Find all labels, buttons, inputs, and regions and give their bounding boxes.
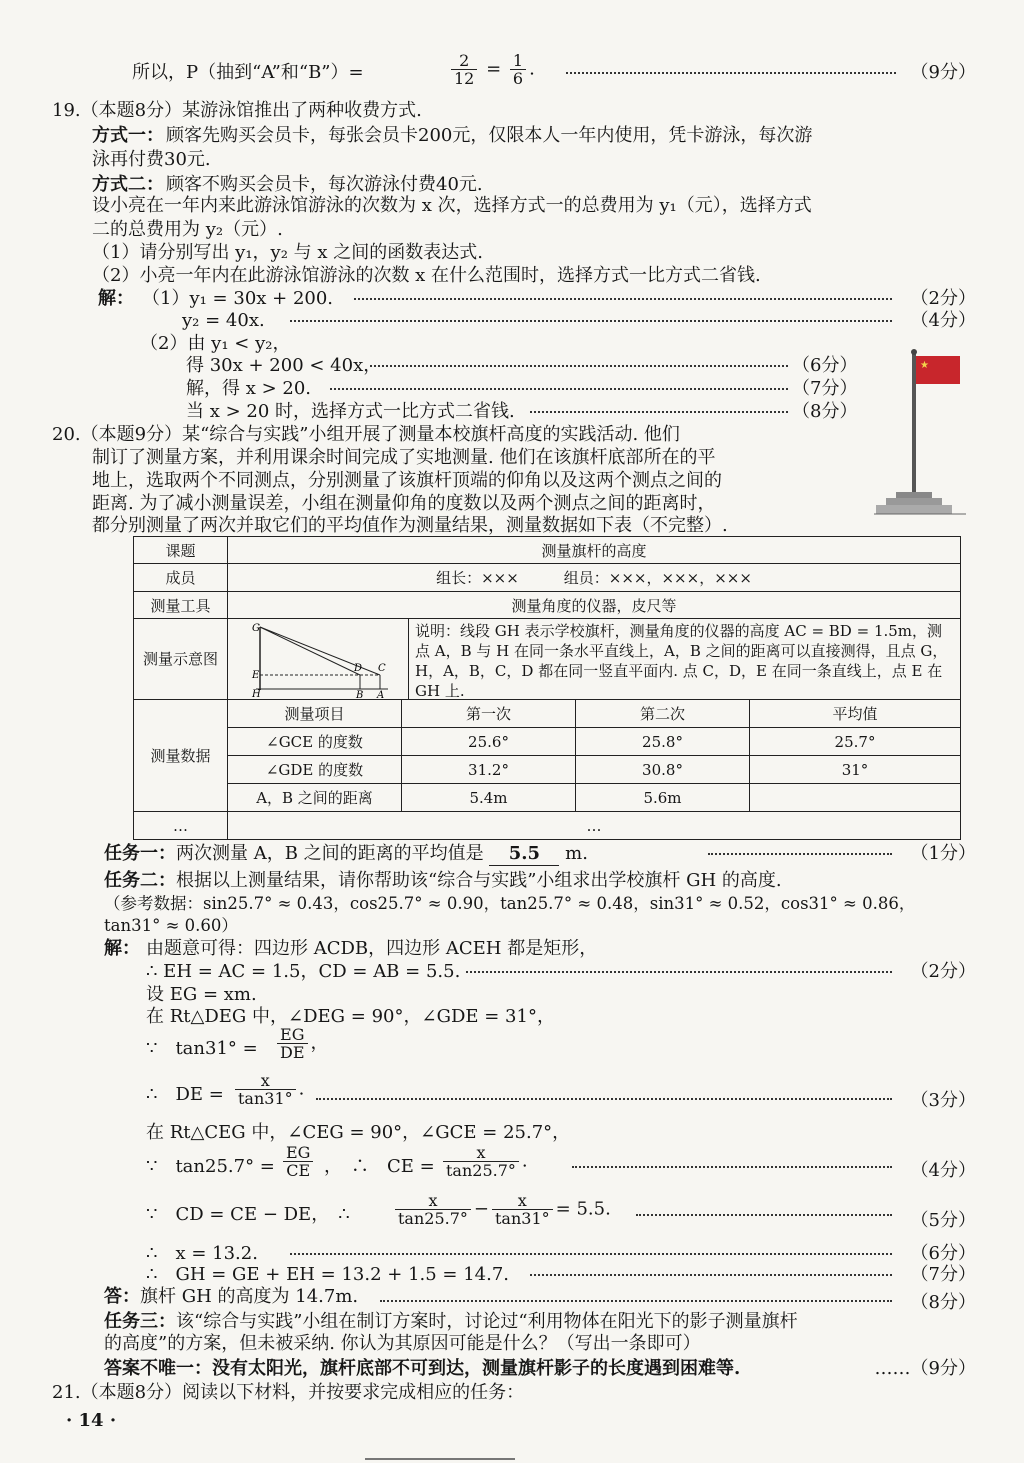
fraction-1-6: $\frac{1}{6}$ [510, 52, 526, 87]
flagpole-illustration [874, 348, 978, 520]
svg-text:D: D [354, 663, 363, 674]
fraction-2-12: $\frac{2}{12}$ [451, 52, 477, 87]
probability-text: 所以，P（抽到“A”和“B”）= [132, 62, 364, 83]
dot-leader [566, 72, 896, 74]
table-tools: 测量角度的仪器，皮尺等 [228, 592, 961, 619]
table-row: ∠GCE 的度数 25.6° 25.8° 25.7° [228, 728, 960, 756]
page-number: · 14 · [66, 1410, 117, 1431]
table-label-members: 成员 [134, 564, 228, 592]
table-label-tools: 测量工具 [134, 592, 228, 619]
table-label-topic: 课题 [134, 537, 228, 564]
svg-text:E: E [252, 670, 260, 681]
table-header-row: 测量项目 第一次 第二次 平均值 [228, 700, 960, 728]
measurement-diagram [228, 619, 408, 699]
table-label-data: 测量数据 [134, 700, 228, 812]
table-label-diagram: 测量示意图 [134, 619, 228, 700]
table-topic: 测量旗杆的高度 [228, 537, 961, 564]
svg-text:B: B [356, 690, 364, 699]
task1-answer: 5.5 [489, 843, 559, 866]
probability-fractions: $\frac{2}{12}$ = $\frac{1}{6}$ . [448, 52, 535, 87]
score-9: （9分） [910, 62, 976, 83]
svg-text:C: C [378, 663, 386, 674]
table-row: ∠GDE 的度数 31.2° 30.8° 31° [228, 756, 960, 784]
table-row: A，B 之间的距离 5.4m 5.6m [228, 784, 960, 812]
diagram-note: 说明：线段 GH 表示学校旗杆，测量角度的仪器的高度 AC = BD = 1.5m，测点 A，B 与 H 在同一条水平直线上，A，B 之间的距离可以直接测得，且点 G，H，A，B，C，D 都在同一竖直平面内. 点 C，D，E 在同一条直线上，点 E 在 GH 上. [415, 622, 948, 700]
table-ellipsis-2: … [228, 812, 961, 840]
svg-text:H: H [252, 689, 261, 699]
table-members: 组长：××× 组员：×××，×××，××× [228, 564, 961, 592]
footer-rule [365, 1458, 515, 1460]
svg-text:★: ★ [920, 360, 929, 371]
measurement-data-table [228, 700, 960, 811]
svg-text:A: A [377, 690, 385, 699]
table-ellipsis-1: … [134, 812, 228, 840]
svg-text:G: G [252, 623, 260, 634]
measurement-table [133, 536, 961, 840]
flagpole [912, 352, 916, 494]
